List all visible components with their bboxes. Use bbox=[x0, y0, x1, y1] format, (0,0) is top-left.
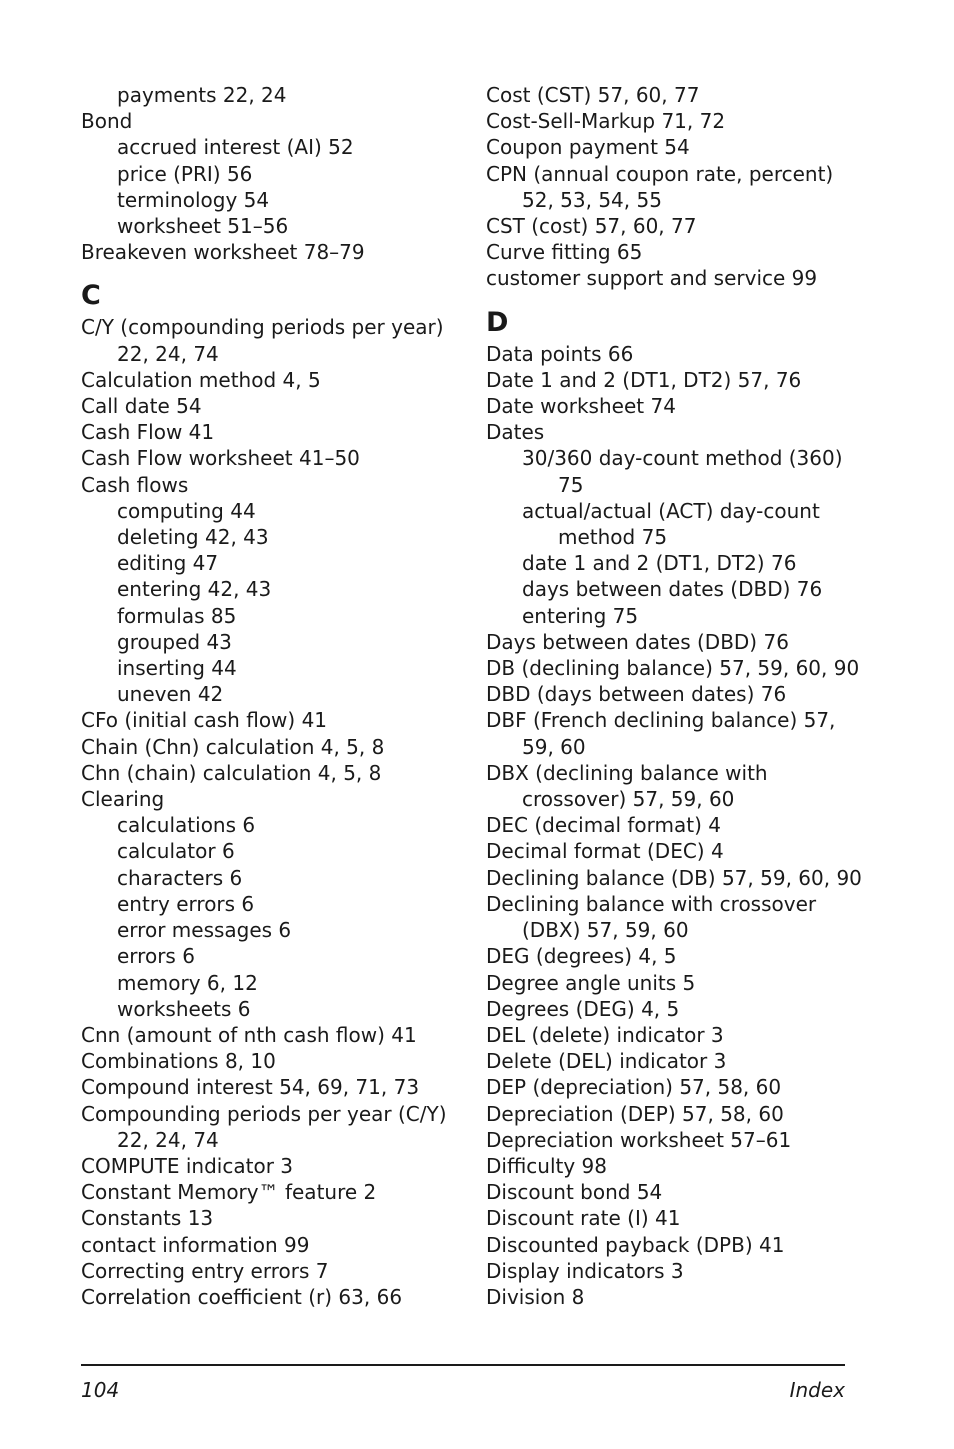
index-subentry: 59, 60 bbox=[522, 734, 586, 759]
index-entry: Dates bbox=[486, 420, 545, 445]
index-entry: customer support and service 99 bbox=[486, 266, 818, 291]
index-entry: Combinations 8, 10 bbox=[81, 1049, 276, 1074]
index-entry: Cash Flow worksheet 41–50 bbox=[81, 446, 360, 471]
index-entry: Correlation coefficient (r) 63, 66 bbox=[81, 1284, 403, 1309]
index-entry: Call date 54 bbox=[81, 394, 202, 419]
index-entry: CST (cost) 57, 60, 77 bbox=[486, 214, 697, 239]
index-entry: Curve fitting 65 bbox=[486, 240, 643, 265]
index-entry: Degree angle units 5 bbox=[486, 970, 696, 995]
index-entry: Days between dates (DBD) 76 bbox=[486, 629, 789, 654]
index-entry: Discounted payback (DPB) 41 bbox=[486, 1232, 785, 1257]
index-entry: Cash Flow 41 bbox=[81, 420, 215, 445]
index-entry: Chain (Chn) calculation 4, 5, 8 bbox=[81, 734, 385, 759]
index-entry: Delete (DEL) indicator 3 bbox=[486, 1049, 727, 1074]
index-subentry: 22, 24, 74 bbox=[117, 1127, 219, 1152]
index-entry: Cnn (amount of nth cash flow) 41 bbox=[81, 1022, 417, 1047]
index-subentry: grouped 43 bbox=[117, 629, 232, 654]
index-subentry: entering 75 bbox=[522, 603, 639, 628]
index-entry: Breakeven worksheet 78–79 bbox=[81, 240, 365, 265]
index-subentry: method 75 bbox=[558, 525, 668, 550]
index-entry: Coupon payment 54 bbox=[486, 135, 690, 160]
index-subentry: 22, 24, 74 bbox=[117, 341, 219, 366]
index-entry: DBD (days between dates) 76 bbox=[486, 682, 787, 707]
index-entry: Display indicators 3 bbox=[486, 1258, 684, 1283]
index-subentry: days between dates (DBD) 76 bbox=[522, 577, 823, 602]
index-entry: Cost-Sell-Markup 71, 72 bbox=[486, 109, 726, 134]
index-entry: DEL (delete) indicator 3 bbox=[486, 1022, 724, 1047]
index-entry: Date 1 and 2 (DT1, DT2) 57, 76 bbox=[486, 367, 802, 392]
index-letter-heading: C bbox=[81, 280, 101, 312]
index-entry: COMPUTE indicator 3 bbox=[81, 1153, 293, 1178]
index-subentry: errors 6 bbox=[117, 944, 195, 969]
index-entry: Compounding periods per year (C/Y) bbox=[81, 1101, 447, 1126]
index-entry: Cash flows bbox=[81, 472, 189, 497]
index-subentry: error messages 6 bbox=[117, 918, 292, 943]
index-entry: CFo (initial cash flow) 41 bbox=[81, 708, 328, 733]
index-subentry: characters 6 bbox=[117, 865, 243, 890]
index-entry: Chn (chain) calculation 4, 5, 8 bbox=[81, 760, 382, 785]
section-name: Index bbox=[789, 1378, 845, 1402]
index-entry: DBF (French declining balance) 57, bbox=[486, 708, 836, 733]
index-entry: Declining balance with crossover bbox=[486, 891, 817, 916]
index-subentry: computing 44 bbox=[117, 498, 256, 523]
index-entry: Decimal format (DEC) 4 bbox=[486, 839, 724, 864]
index-subentry: formulas 85 bbox=[117, 603, 237, 628]
index-entry: Division 8 bbox=[486, 1284, 585, 1309]
index-entry: Depreciation worksheet 57–61 bbox=[486, 1127, 792, 1152]
index-entry: Bond bbox=[81, 109, 133, 134]
index-entry: DEC (decimal format) 4 bbox=[486, 813, 721, 838]
index-subentry: deleting 42, 43 bbox=[117, 525, 269, 550]
index-entry: Date worksheet 74 bbox=[486, 394, 676, 419]
index-subentry: inserting 44 bbox=[117, 656, 237, 681]
index-subentry: worksheet 51–56 bbox=[117, 214, 289, 239]
index-entry: Correcting entry errors 7 bbox=[81, 1258, 329, 1283]
index-entry: Constants 13 bbox=[81, 1206, 214, 1231]
index-entry: DBX (declining balance with bbox=[486, 760, 768, 785]
index-entry: Constant Memory™ feature 2 bbox=[81, 1180, 377, 1205]
index-entry: Depreciation (DEP) 57, 58, 60 bbox=[486, 1101, 784, 1126]
index-column-left bbox=[81, 82, 461, 1310]
index-entry: Calculation method 4, 5 bbox=[81, 367, 321, 392]
index-entry: CPN (annual coupon rate, percent) bbox=[486, 161, 834, 186]
index-entry: Cost (CST) 57, 60, 77 bbox=[486, 83, 700, 107]
index-entry: DEG (degrees) 4, 5 bbox=[486, 944, 677, 969]
index-subentry: 52, 53, 54, 55 bbox=[522, 187, 662, 212]
index-entry: Compound interest 54, 69, 71, 73 bbox=[81, 1075, 420, 1100]
index-subentry: price (PRI) 56 bbox=[117, 161, 253, 186]
index-subentry: payments 22, 24 bbox=[117, 83, 287, 107]
index-entry: Discount rate (I) 41 bbox=[486, 1206, 681, 1231]
index-entry: contact information 99 bbox=[81, 1232, 310, 1257]
index-entry: Discount bond 54 bbox=[486, 1180, 663, 1205]
index-subentry: entering 42, 43 bbox=[117, 577, 272, 602]
index-entry: Declining balance (DB) 57, 59, 60, 90 bbox=[486, 865, 862, 890]
index-subentry: 75 bbox=[558, 472, 584, 497]
index-entry: DEP (depreciation) 57, 58, 60 bbox=[486, 1075, 782, 1100]
index-subentry: actual/actual (ACT) day-count bbox=[522, 498, 820, 523]
index-subentry: crossover) 57, 59, 60 bbox=[522, 787, 735, 812]
index-subentry: calculations 6 bbox=[117, 813, 256, 838]
index-subentry: uneven 42 bbox=[117, 682, 224, 707]
index-entry: DB (declining balance) 57, 59, 60, 90 bbox=[486, 656, 860, 681]
index-entry: Degrees (DEG) 4, 5 bbox=[486, 996, 680, 1021]
index-entry: Data points 66 bbox=[486, 341, 634, 366]
index-subentry: worksheets 6 bbox=[117, 996, 251, 1021]
index-entry: Clearing bbox=[81, 787, 165, 812]
index-subentry: (DBX) 57, 59, 60 bbox=[522, 918, 689, 943]
index-subentry: editing 47 bbox=[117, 551, 219, 576]
index-subentry: accrued interest (AI) 52 bbox=[117, 135, 354, 160]
page-number: 104 bbox=[81, 1378, 120, 1402]
index-letter-heading: D bbox=[486, 306, 509, 338]
footer-rule bbox=[81, 1364, 845, 1366]
index-subentry: memory 6, 12 bbox=[117, 970, 258, 995]
index-subentry: date 1 and 2 (DT1, DT2) 76 bbox=[522, 551, 797, 576]
index-entry: C/Y (compounding periods per year) bbox=[81, 315, 444, 340]
index-entry: Difficulty 98 bbox=[486, 1153, 608, 1178]
index-subentry: entry errors 6 bbox=[117, 891, 255, 916]
index-subentry: 30/360 day-count method (360) bbox=[522, 446, 843, 471]
index-subentry: terminology 54 bbox=[117, 187, 270, 212]
index-column-right bbox=[486, 82, 866, 1310]
index-subentry: calculator 6 bbox=[117, 839, 235, 864]
